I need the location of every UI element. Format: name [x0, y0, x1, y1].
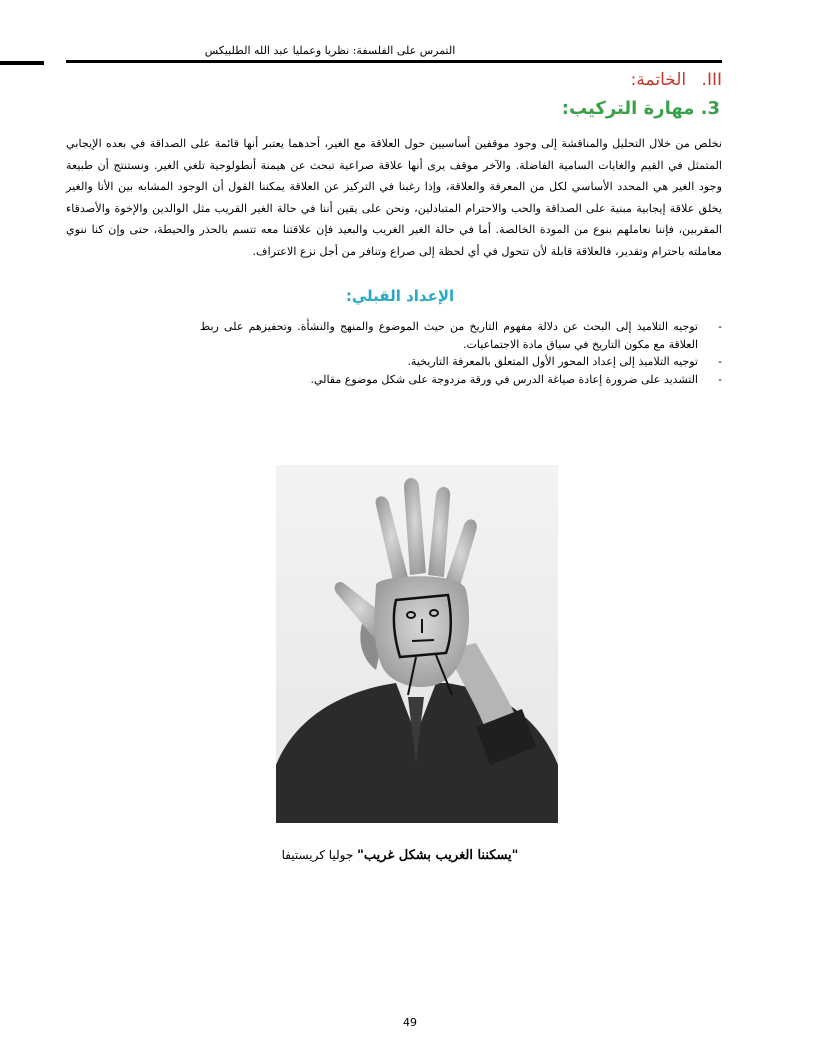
hand-face-photo — [276, 465, 558, 823]
synthesis-paragraph: نخلص من خلال التحليل والمناقشة إلى وجود موقفين أساسيين حول العلاقة مع الغير، أحدهما يعتبر أنها قائمة على الصداقة في بعده الإيجابي المتمثل في القيم والغايات السامية الفاضلة. والآخر موقف يرى أنها علاقة صراعية تبحث عن هيمنة أنطولوجية تلغي الغير. ونستنتج أن طبيعة وجود الغير هي المحدد الأساسي لكل من المعرفة والعلاقة، وإذا رغبنا في التركيز عن العلاقة يمكننا القول أن الوجود المشابه بين الأنا والغير يخلق علاقة إيجابية مبنية على الصداقة والحب والاحترام المتبادلين، ونحن على يقين أننا في حالة الغير القريب مثل الوالدين والإخوة والأصدقاء المقربين، فإننا نعاملهم بنوع من المودة الخالصة. أما في حالة الغير الغريب والبعيد فإن علاقتنا معه تتسم بالحذر والحيطة، حتى وإن كنا ننوي معاملته باحترام وتقدير، فالعلاقة قابلة لأن تتحول في أي لحظة إلى صراع وتنافر من أجل نزع الاعتراف. — [66, 137, 723, 258]
header-rule — [66, 60, 722, 63]
figure-caption — [140, 848, 660, 863]
list-item-text: التشديد على ضرورة إعادة صياغة الدرس في ورقة مزدوجة على شكل موضوع مقالي. — [310, 372, 698, 386]
section-heading — [631, 70, 722, 90]
subsection-title: 3. مهارة التركيب: — [561, 98, 720, 119]
list-item-text: توجيه التلاميذ إلى البحث عن دلالة مفهوم التاريخ من حيث الموضوع والمنهج والنشأة. وتحفيزهم على ربط العلاقة مع مكون التاريخ في سياق مادة الاجتماعيات. — [200, 320, 698, 351]
list-item — [200, 353, 722, 371]
preparation-list — [200, 318, 722, 388]
list-item — [200, 371, 722, 389]
section-title: الخاتمة: — [630, 70, 687, 90]
running-header: التمرس على الفلسفة: نظريا وعمليا عبد الله الطلبيكس — [204, 44, 456, 57]
drawn-mouth — [412, 640, 434, 641]
bullet-dash: - — [718, 355, 722, 368]
page-number: 49 — [403, 1016, 417, 1029]
bullet-dash: - — [718, 372, 722, 386]
section-number: III. — [701, 70, 722, 90]
list-item-text: توجيه التلاميذ إلى إعداد المحور الأول المتعلق بالمعرفة التاريخية. — [407, 355, 698, 368]
header-rule-left — [0, 61, 44, 65]
preparation-title: الإعداد القبلي: — [345, 287, 455, 305]
bullet-dash: - — [718, 320, 722, 333]
list-item — [200, 318, 722, 353]
caption-quote: "يسكننا الغريب بشكل غريب" — [357, 848, 519, 863]
caption-author: جوليا كريستيفا — [281, 848, 354, 862]
